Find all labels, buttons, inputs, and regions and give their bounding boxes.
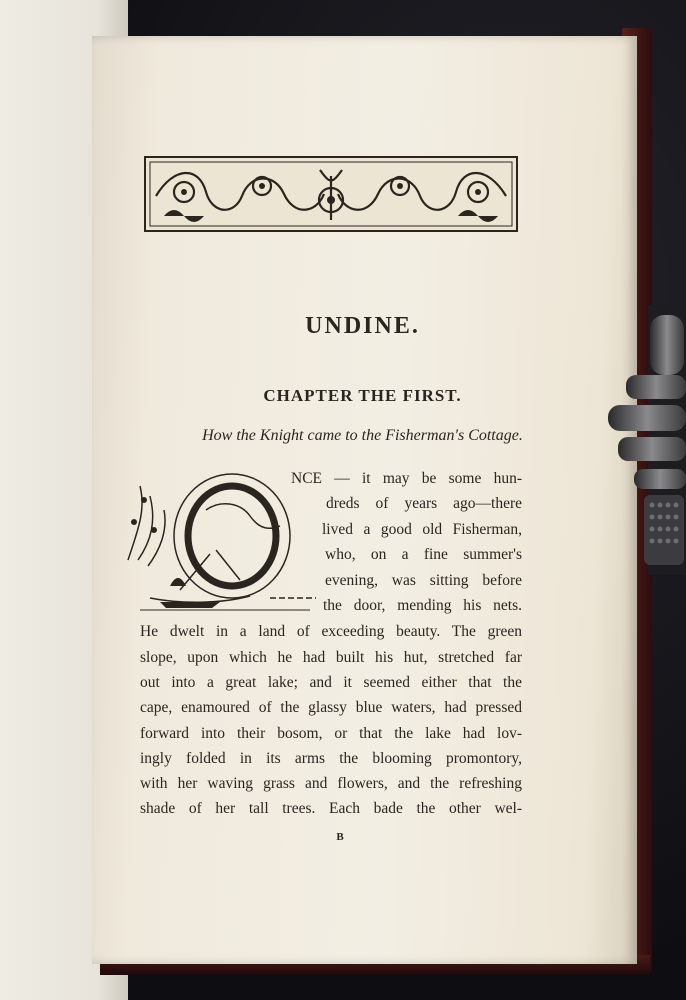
opening-line: dreds of years ago—there bbox=[326, 495, 522, 512]
opening-line: evening, was sitting before bbox=[325, 572, 522, 589]
signature-mark: B bbox=[336, 831, 344, 843]
book-title: UNDINE. bbox=[305, 313, 420, 339]
opening-line: lived a good old Fisherman, bbox=[322, 521, 522, 538]
body-line: He dwelt in a land of exceeding beauty. The green bbox=[140, 623, 522, 640]
opening-line: NCE — it may be some hun- bbox=[291, 470, 522, 487]
body-line: with her waving grass and flowers, and the refreshing bbox=[140, 775, 522, 792]
drop-cap-illustration-icon bbox=[120, 470, 316, 618]
body-line: out into a great lake; and it seemed either that the bbox=[140, 674, 522, 691]
body-line: shade of her tall trees. Each bade the other wel- bbox=[140, 800, 522, 817]
headpiece-ornament-icon bbox=[144, 156, 518, 232]
chapter-heading: CHAPTER THE FIRST. bbox=[263, 386, 462, 405]
body-line: ingly folded in its arms the blooming promontory, bbox=[140, 750, 522, 767]
body-line: slope, upon which he had built his hut, stretched far bbox=[140, 649, 522, 666]
chapter-subtitle: How the Knight came to the Fisherman's Cottage. bbox=[202, 427, 523, 444]
opening-line: the door, mending his nets. bbox=[323, 597, 522, 614]
body-line: forward into their bosom, or that the lake had lov- bbox=[140, 725, 522, 742]
body-line: cape, enamoured of the glassy blue waters, had pressed bbox=[140, 699, 522, 716]
opening-line: who, on a fine summer's bbox=[325, 546, 522, 563]
